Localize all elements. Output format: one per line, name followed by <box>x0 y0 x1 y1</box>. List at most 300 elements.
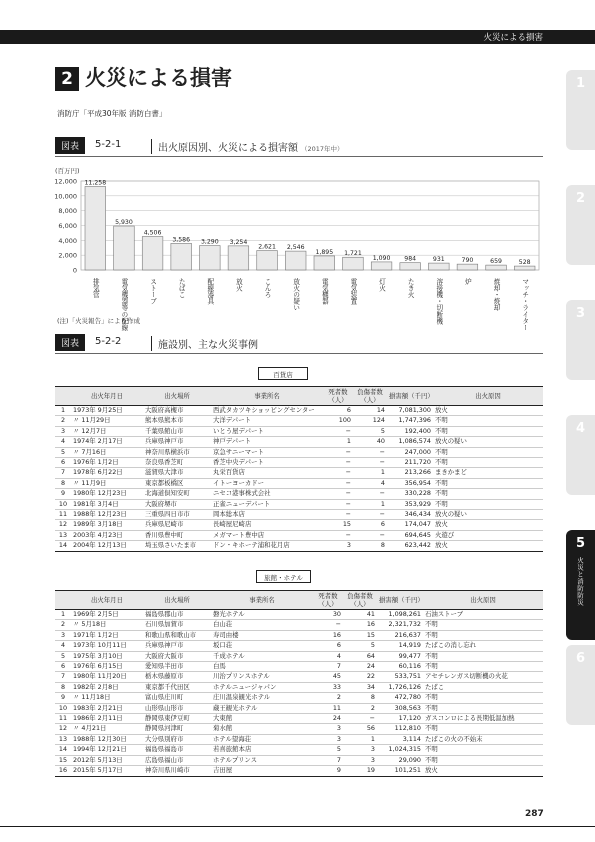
table-cell: 三重県四日市市 <box>143 510 211 520</box>
table-cell: 533,751 <box>377 672 423 682</box>
y-tick-label: 0 <box>72 266 77 275</box>
table-cell: 64 <box>343 651 377 661</box>
table-cell: 神奈川県川崎市 <box>143 766 211 776</box>
section-number: 2 <box>55 67 79 91</box>
table-cell: 101,251 <box>377 766 423 776</box>
figure-title: 出火原因別、火災による損害額 （2017年中） <box>151 139 344 154</box>
column-header: 事業所名 <box>211 387 323 406</box>
column-header <box>55 387 71 406</box>
column-header: 出火原因 <box>423 591 543 610</box>
table-cell: 山形県山形市 <box>143 703 211 713</box>
table-cell: 1 <box>353 499 387 509</box>
table-cell: 17,120 <box>377 714 423 724</box>
table-cell: − <box>343 714 377 724</box>
table-cell: 不明 <box>433 426 543 436</box>
table-cell: 放火 <box>433 406 543 416</box>
table-cell: − <box>353 447 387 457</box>
bar <box>429 263 450 270</box>
y-tick-label: 6,000 <box>58 222 77 230</box>
table-cell: 2015年 5月17日 <box>71 766 143 776</box>
bar-value-label: 790 <box>461 257 474 265</box>
table-cell: 6 <box>353 520 387 530</box>
table-row <box>55 499 543 509</box>
bar <box>457 264 478 270</box>
table-cell: 寿司由楼 <box>211 630 313 640</box>
table-row <box>55 641 543 651</box>
table-cell: 8 <box>343 693 377 703</box>
table-cell: 353,929 <box>387 499 433 509</box>
table-cell: 7 <box>55 672 71 682</box>
table-header-row <box>55 591 543 610</box>
table-cell: 100 <box>323 416 353 426</box>
column-header: 事業所名 <box>211 591 313 610</box>
table-cell: 〃 11月9日 <box>71 478 143 488</box>
table-cell: 不明 <box>423 620 543 630</box>
table-cell: 472,780 <box>377 693 423 703</box>
table-cell: 9 <box>313 766 343 776</box>
chapter-tab-1[interactable]: 1 <box>566 70 595 150</box>
table-cell: 3 <box>343 745 377 755</box>
bar-value-label: 5,930 <box>115 219 133 227</box>
table-cell: 庄川温泉観光ホテル <box>211 693 313 703</box>
table-cell: 1 <box>343 734 377 744</box>
bar <box>514 266 535 270</box>
table-cell: 1975年 3月10日 <box>71 651 143 661</box>
table-cell: 西武タカツキショッピングセンター <box>211 406 323 416</box>
table-cell: 1 <box>55 406 71 416</box>
bar <box>371 262 392 270</box>
table-cell: 1982年 2月8日 <box>71 682 143 692</box>
table-cell: 兵庫県神戸市 <box>143 641 211 651</box>
table-cell: 12 <box>55 520 71 530</box>
table-cell: 京急サニーマート <box>211 447 323 457</box>
table-cell: 174,047 <box>387 520 433 530</box>
column-header: 出火年月日 <box>71 591 143 610</box>
table-cell: − <box>323 510 353 520</box>
table-row <box>55 651 543 661</box>
table-cell: 2 <box>55 620 71 630</box>
table-cell: 7 <box>313 755 343 765</box>
table-cell: 192,400 <box>387 426 433 436</box>
table-cell: 神奈川県横浜市 <box>143 447 211 457</box>
table-cell: 3 <box>343 755 377 765</box>
table-cell: 1969年 2月5日 <box>71 610 143 620</box>
table-row <box>55 510 543 520</box>
table-cell: − <box>323 478 353 488</box>
table-cell: 不明 <box>433 416 543 426</box>
figure-number: 5-2-1 <box>95 139 122 150</box>
figure-header-5-2-2 <box>55 334 543 354</box>
figure-number: 5-2-2 <box>95 336 122 347</box>
table-cell: 兵庫県神戸市 <box>143 437 211 447</box>
table-cell: 1978年 6月22日 <box>71 468 143 478</box>
category-label: ストーブ <box>148 278 157 305</box>
table-cell: 124 <box>353 416 387 426</box>
table-cell: 滋賀県大津市 <box>143 468 211 478</box>
page-number: 287 <box>525 809 544 819</box>
table-cell: 6 <box>313 641 343 651</box>
table-cell: 大阪府高槻市 <box>143 406 211 416</box>
table-cell: ホテルニュージャパン <box>211 682 313 692</box>
table-cell: 694,645 <box>387 530 433 540</box>
category-label: 焼却・焼却 <box>492 278 501 311</box>
table-cell: 10 <box>55 703 71 713</box>
table-caption-department-stores: 百貨店 <box>258 367 308 380</box>
table-row <box>55 610 543 620</box>
table-cell: 29,090 <box>377 755 423 765</box>
table-cell: 346,434 <box>387 510 433 520</box>
table-cell: 211,720 <box>387 458 433 468</box>
column-header: 負傷者数（人） <box>353 387 387 406</box>
table-cell: − <box>353 489 387 499</box>
bar <box>343 257 364 270</box>
table-cell: 奈良県香芝町 <box>143 458 211 468</box>
table-cell: 623,442 <box>387 541 433 551</box>
table-cell: 大東館 <box>211 714 313 724</box>
y-tick-label: 12,000 <box>54 177 77 186</box>
y-tick-label: 2,000 <box>58 251 77 260</box>
table-cell: 福島県福島市 <box>143 745 211 755</box>
table-row <box>55 620 543 630</box>
table-cell: 2 <box>55 416 71 426</box>
table-cell: ホテル望海荘 <box>211 734 313 744</box>
table-cell: 8 <box>353 541 387 551</box>
table-cell: 神戸デパート <box>211 437 323 447</box>
column-header: 損害額（千円） <box>377 591 423 610</box>
table-cell: 静岡県河津町 <box>143 724 211 734</box>
table-cell: 1 <box>323 437 353 447</box>
table-cell: いとう屋デパート <box>211 426 323 436</box>
table-cell: 川治プリンスホテル <box>211 672 313 682</box>
table-row <box>55 724 543 734</box>
bar <box>142 237 163 270</box>
table-cell: ドン・キホーテ浦和花月店 <box>211 541 323 551</box>
figure-title: 施設別、主な火災事例 <box>151 336 258 351</box>
table-cell: 1981年 3月4日 <box>71 499 143 509</box>
category-label: たばこ <box>177 278 186 298</box>
table-cell: 吉田屋 <box>211 766 313 776</box>
table-row <box>55 662 543 672</box>
section-title <box>55 62 232 92</box>
table-cell: 1989年 3月18日 <box>71 520 143 530</box>
table-cell: 213,266 <box>387 468 433 478</box>
table-cell: たばこの火の不始末 <box>423 734 543 744</box>
table-cell: 14 <box>353 406 387 416</box>
table-cell: 1973年 9月25日 <box>71 406 143 416</box>
table-row <box>55 416 543 426</box>
table-cell: 東京都千代田区 <box>143 682 211 692</box>
table-row <box>55 406 543 416</box>
table-cell: 1980年 11月20日 <box>71 672 143 682</box>
table-cell: ニセコ港事株式会社 <box>211 489 323 499</box>
table-cell: 41 <box>343 610 377 620</box>
table-cell: 坂口荘 <box>211 641 313 651</box>
figure-year: （2017年中） <box>301 145 344 153</box>
table-cell: 16 <box>313 630 343 640</box>
table-cell: 〃 11月18日 <box>71 693 143 703</box>
table-cell: 1,024,315 <box>377 745 423 755</box>
table-cell: 栃木県藤原市 <box>143 672 211 682</box>
bar-value-label: 931 <box>432 256 445 264</box>
table-cell: − <box>323 426 353 436</box>
chapter-tab-5[interactable]: 5 火災と消防防災 <box>566 530 595 640</box>
department-store-fires-table <box>55 386 543 552</box>
table-cell: 216,637 <box>377 630 423 640</box>
bar <box>400 263 421 270</box>
table-cell: ガスコンロによる長期低温加熱 <box>423 714 543 724</box>
table-cell: 14 <box>55 541 71 551</box>
table-cell: 丸栄百貨店 <box>211 468 323 478</box>
table-cell: 356,954 <box>387 478 433 488</box>
table-cell: 1 <box>353 468 387 478</box>
table-cell: 30 <box>313 610 343 620</box>
table-cell: 24 <box>313 714 343 724</box>
figure-header-5-2-1 <box>55 137 543 157</box>
running-header-label: 火災による損害 <box>483 33 543 43</box>
table-cell: 10 <box>55 499 71 509</box>
table-cell: 2 <box>343 703 377 713</box>
table-cell: 1983年 2月21日 <box>71 703 143 713</box>
table-cell: − <box>323 447 353 457</box>
table-cell: イトーヨーカドー <box>211 478 323 488</box>
table-cell: 熊本県熊本市 <box>143 416 211 426</box>
table-cell: 1971年 1月2日 <box>71 630 143 640</box>
table-row <box>55 426 543 436</box>
table-cell: 1973年 10月11日 <box>71 641 143 651</box>
table-cell: 11 <box>55 714 71 724</box>
table-row <box>55 734 543 744</box>
table-cell: まきかまど <box>433 468 543 478</box>
column-header: 死者数（人） <box>313 591 343 610</box>
table-cell: 1974年 2月17日 <box>71 437 143 447</box>
category-label: たき火 <box>406 278 415 298</box>
bar-value-label: 1,895 <box>315 248 334 256</box>
table-cell: 33 <box>313 682 343 692</box>
table-cell: 石油ストーブ <box>423 610 543 620</box>
category-label: 排気管 <box>91 278 100 298</box>
table-cell: 247,000 <box>387 447 433 457</box>
table-cell: 3 <box>323 541 353 551</box>
table-cell: 長崎屋尼崎店 <box>211 520 323 530</box>
table-cell: 和歌山県和歌山市 <box>143 630 211 640</box>
table-cell: 1,086,574 <box>387 437 433 447</box>
table-row <box>55 714 543 724</box>
bar-value-label: 2,621 <box>258 243 276 251</box>
table-cell: 5 <box>55 447 71 457</box>
y-axis-unit-label: (百万円) <box>55 167 80 175</box>
column-header: 出火年月日 <box>71 387 143 406</box>
chapter-tab-2[interactable]: 2 <box>566 185 595 265</box>
table-cell: 不明 <box>423 703 543 713</box>
bar-value-label: 3,290 <box>200 238 219 246</box>
table-cell: 〃 11月29日 <box>71 416 143 426</box>
table-header-row <box>55 387 543 406</box>
table-cell: − <box>353 458 387 468</box>
chapter-tab-6[interactable]: 6 <box>566 645 595 725</box>
table-row <box>55 693 543 703</box>
table-cell: 不明 <box>433 458 543 468</box>
bar <box>486 265 507 270</box>
table-cell: 不明 <box>423 651 543 661</box>
table-cell: 2003年 4月23日 <box>71 530 143 540</box>
running-header <box>0 30 595 44</box>
table-row <box>55 703 543 713</box>
chapter-tab-5-title: 火災と消防防災 <box>576 557 584 606</box>
table-cell: 大分県別府市 <box>143 734 211 744</box>
table-cell: 〃 5月18日 <box>71 620 143 630</box>
table-cell: ホテルプリンス <box>211 755 313 765</box>
table-cell: 磐光ホテル <box>211 610 313 620</box>
table-cell: 1,098,261 <box>377 610 423 620</box>
table-row <box>55 447 543 457</box>
category-label: 電気機器等の配線 <box>119 278 128 331</box>
bar <box>114 226 135 270</box>
table-row <box>55 478 543 488</box>
section-title-text: 火災による損害 <box>85 66 232 90</box>
table-row <box>55 489 543 499</box>
bar <box>200 246 221 270</box>
table-caption-hotels: 旅館・ホテル <box>256 570 311 583</box>
bar <box>85 187 106 270</box>
table-cell: 不明 <box>423 724 543 734</box>
category-label: 放火の疑い <box>291 278 300 311</box>
table-cell: 16 <box>55 766 71 776</box>
table-cell: 正雀ニューデパート <box>211 499 323 509</box>
table-cell: 2 <box>313 693 343 703</box>
category-label: 配線器具 <box>205 278 214 305</box>
table-cell: 〃 7月16日 <box>71 447 143 457</box>
figure-tag: 図表 <box>55 334 85 351</box>
table-cell: 14 <box>55 745 71 755</box>
table-cell: 不明 <box>423 630 543 640</box>
table-cell: 白山荘 <box>211 620 313 630</box>
table-row <box>55 672 543 682</box>
table-cell: 12 <box>55 724 71 734</box>
source-citation: 消防庁「平成30年版 消防白書」 <box>57 109 167 118</box>
table-row <box>55 766 543 776</box>
table-cell: 11 <box>313 703 343 713</box>
bar <box>314 256 335 270</box>
table-cell: 5 <box>353 426 387 436</box>
table-cell: 放火の疑い <box>433 510 543 520</box>
table-cell: − <box>353 530 387 540</box>
column-header: 出火原因 <box>433 387 543 406</box>
table-cell: 7 <box>55 468 71 478</box>
table-cell: 大阪府堺市 <box>143 499 211 509</box>
table-cell: 火遊び <box>433 530 543 540</box>
table-cell: 15 <box>343 630 377 640</box>
table-cell: 4 <box>313 651 343 661</box>
table-cell: 5 <box>55 651 71 661</box>
table-cell: − <box>323 499 353 509</box>
table-cell: 大洋デパート <box>211 416 323 426</box>
table-cell: − <box>323 489 353 499</box>
table-cell: 19 <box>343 766 377 776</box>
table-cell: 1994年 12月21日 <box>71 745 143 755</box>
table-cell: 香川県豊中町 <box>143 530 211 540</box>
table-row <box>55 682 543 692</box>
category-label: 灯火 <box>377 278 386 292</box>
table-cell: 8 <box>55 478 71 488</box>
table-cell: アセチレンガス切断機の火花 <box>423 672 543 682</box>
bar-value-label: 4,506 <box>143 229 162 237</box>
table-cell: 1,747,396 <box>387 416 433 426</box>
table-cell: 富山県庄川町 <box>143 693 211 703</box>
table-cell: 330,228 <box>387 489 433 499</box>
table-cell: 大阪府大阪市 <box>143 651 211 661</box>
table-cell: 千成ホテル <box>211 651 313 661</box>
hotel-fires-table <box>55 590 543 777</box>
table-cell: 広島県福山市 <box>143 755 211 765</box>
table-cell: 13 <box>55 734 71 744</box>
table-cell: たばこ <box>423 682 543 692</box>
table-cell: 不明 <box>433 478 543 488</box>
table-cell: 1980年 12月23日 <box>71 489 143 499</box>
y-tick-label: 10,000 <box>54 192 77 201</box>
table-cell: 7,081,300 <box>387 406 433 416</box>
table-row <box>55 755 543 765</box>
table-cell: 1986年 2月11日 <box>71 714 143 724</box>
table-cell: − <box>313 620 343 630</box>
table-cell: 愛知県半田市 <box>143 662 211 672</box>
column-header <box>55 591 71 610</box>
table-row <box>55 437 543 447</box>
table-row <box>55 630 543 640</box>
table-cell: 菊水館 <box>211 724 313 734</box>
category-label: 放火 <box>234 278 243 292</box>
table-cell: 60,116 <box>377 662 423 672</box>
table-cell: 不明 <box>423 745 543 755</box>
table-cell: 4 <box>55 641 71 651</box>
category-label: こんろ <box>263 278 272 298</box>
table-cell: 福島県郡山市 <box>143 610 211 620</box>
chapter-tab-4[interactable]: 4 <box>566 415 595 495</box>
table-cell: 岡本総本店 <box>211 510 323 520</box>
table-cell: 3,114 <box>377 734 423 744</box>
table-cell: 1976年 1月2日 <box>71 458 143 468</box>
bar <box>171 243 192 270</box>
table-cell: 〃 12月7日 <box>71 426 143 436</box>
y-tick-label: 4,000 <box>58 236 77 245</box>
table-cell: 3 <box>313 724 343 734</box>
column-header: 負傷者数（人） <box>343 591 377 610</box>
table-cell: 40 <box>353 437 387 447</box>
table-cell: 5 <box>343 641 377 651</box>
table-cell: 埼玉県さいたま市 <box>143 541 211 551</box>
table-cell: 蔵王観光ホテル <box>211 703 313 713</box>
table-row <box>55 468 543 478</box>
table-cell: 8 <box>55 682 71 692</box>
table-cell: 2004年 12月13日 <box>71 541 143 551</box>
table-cell: 15 <box>323 520 353 530</box>
table-cell: 1976年 6月15日 <box>71 662 143 672</box>
table-cell: 22 <box>343 672 377 682</box>
bar-value-label: 984 <box>404 255 417 263</box>
category-label: マッチ・ライター <box>520 278 529 331</box>
chapter-tab-3[interactable]: 3 <box>566 300 595 380</box>
table-cell: − <box>323 458 353 468</box>
bar-value-label: 528 <box>518 259 531 267</box>
table-cell: 放火の疑い <box>433 437 543 447</box>
table-cell: 16 <box>343 620 377 630</box>
table-row <box>55 530 543 540</box>
table-cell: − <box>353 510 387 520</box>
table-cell: 白馬 <box>211 662 313 672</box>
table-row <box>55 520 543 530</box>
table-row <box>55 541 543 551</box>
table-cell: 1,726,126 <box>377 682 423 692</box>
table-cell: 9 <box>55 489 71 499</box>
